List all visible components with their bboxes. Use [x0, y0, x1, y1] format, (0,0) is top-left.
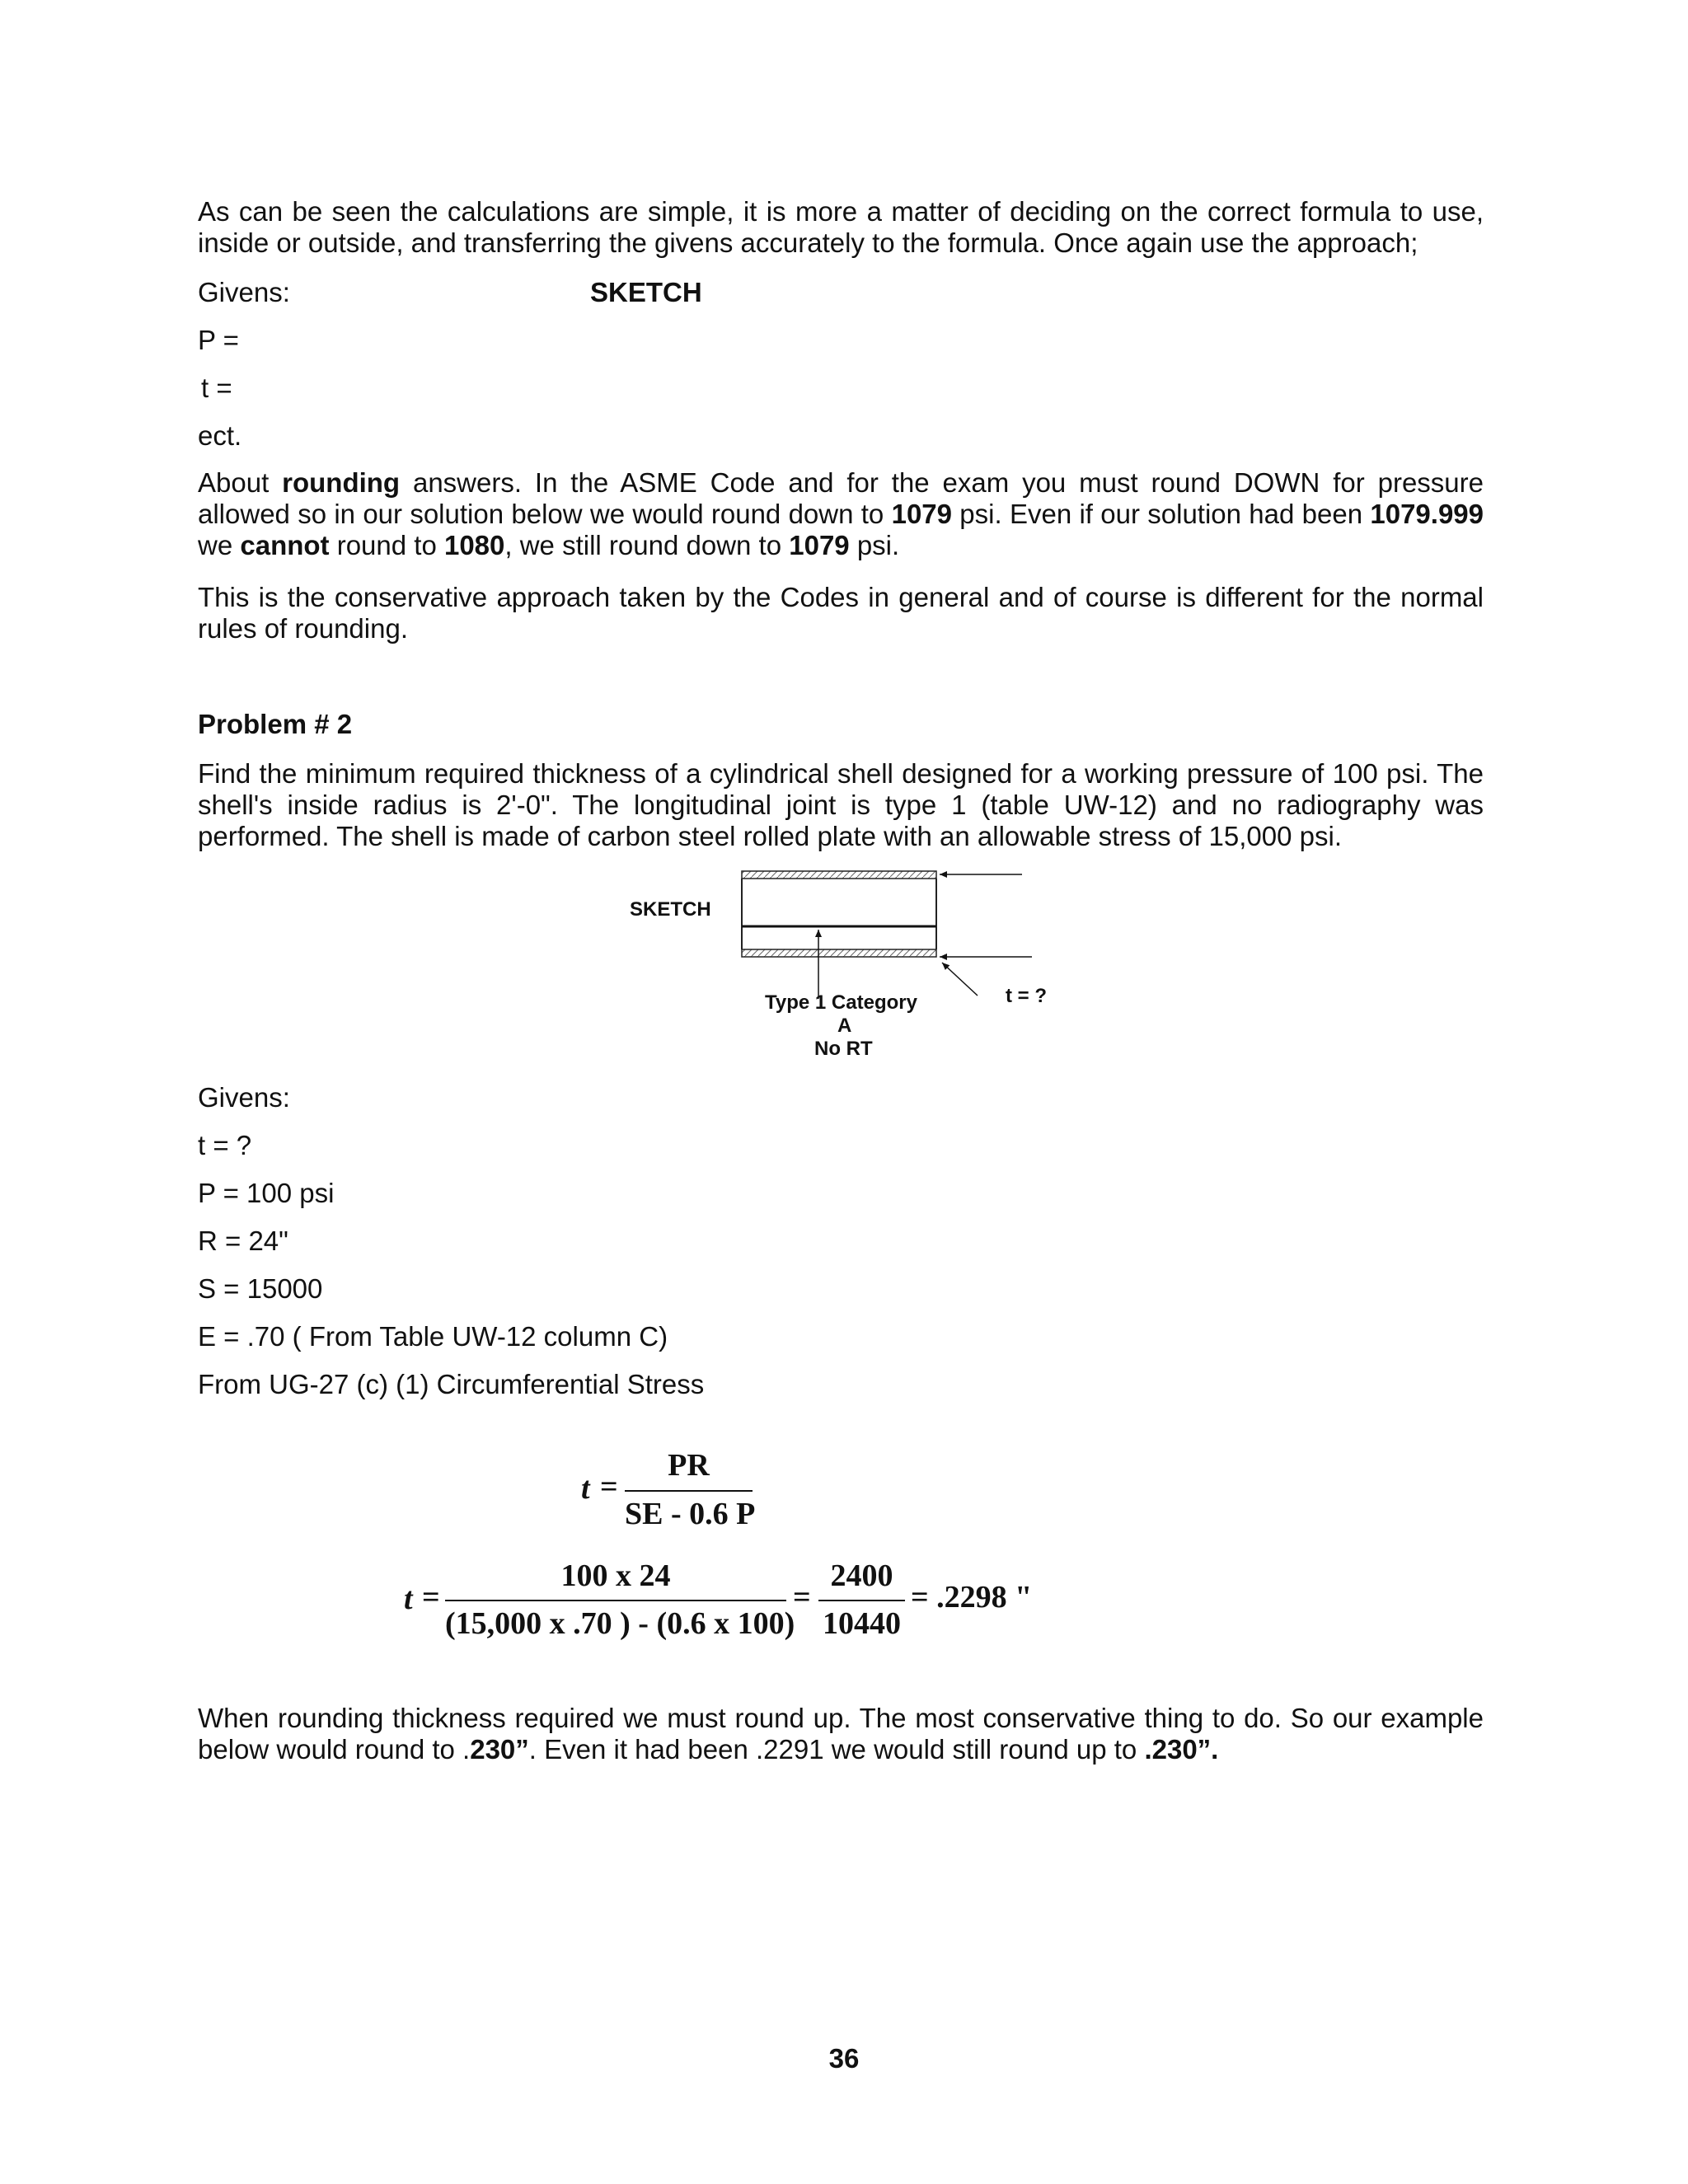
given-e: E = .70 ( From Table UW-12 column C): [198, 1321, 668, 1352]
approach-givens-label: Givens:: [198, 277, 290, 307]
rounding-paragraph: About rounding answers. In the ASME Code and for the exam you must round DOWN for pressure allowed so in our solution below we would round down to 1079 psi. Even if our solution had been 1079.999 we cannot round to 1080, we still round down to 1079 psi.: [198, 467, 1484, 560]
shell-top-wall: [742, 871, 936, 879]
approach-line-ect: ect.: [198, 420, 242, 451]
approach-line-t: t =: [201, 373, 232, 403]
calc-fraction-bar-2: [818, 1600, 905, 1601]
thickness-arrow: [942, 963, 978, 996]
approach-sketch-label: SKETCH: [590, 277, 702, 307]
givens-label: Givens:: [198, 1082, 290, 1113]
approach-line-p: P =: [198, 325, 239, 355]
problem-statement: Find the minimum required thickness of a cylindrical shell designed for a working pressure of 100 psi. The shell's inside radius is 2'-0". The longitudinal joint is type 1 (table UW-12) and no radiography was performed. The shell is made of carbon steel rolled plate with an allowable stress of 15,000 psi.: [198, 758, 1484, 851]
document-page: As can be seen the calculations are simple, it is more a matter of deciding on the correct formula to use, inside or outside, and transferring the givens accurately to the formula. Once again use the approach; Givens: SKETCH P = t = ect. About rounding answers. In the ASME Code and for the exam you must round DOWN for pressure allowed so in our solution below we would round down to 1079 psi. Even if our solution had been 1079.999 we cannot round to 1080, we still round down to 1079 psi. This is the conservative approach taken by the Codes in general and of course is different for the normal rules of rounding. Problem # 2 Find the minimum required thickness of a cylindrical shell designed for a working pressure of 100 psi. The shell's inside radius is 2'-0". The longitudinal joint is type 1 (table UW-12) and no radiography was performed. The shell is made of carbon steel rolled plate with an allowable stress of 15,000 psi. SKETCH Type 1 Category A No RT t = ? Givens: t = ? P = 100 psi R = 24" S = 15000 E = .70 ( From Table UW-12 column C) From UG-27 (c) (1) Circumferential Stress t = PR SE - 0.6 P t = 100 x 24 (15,000 x .70 ) - (0.6 x 100) = 2400 10440 = .2298 " When rounding thickness required we must round up. The most conservative thing to do. So our example below would round to .230”. Even it had been .2291 we would still round up to .230”. 36: [0, 0, 1688, 2184]
formula-fraction-bar: [625, 1490, 753, 1492]
given-source: From UG-27 (c) (1) Circumferential Stress: [198, 1369, 705, 1399]
sketch-label: SKETCH: [630, 898, 711, 921]
given-t: t = ?: [198, 1130, 252, 1160]
intro-paragraph: As can be seen the calculations are simple, it is more a matter of deciding on the correct formula to use, inside or outside, and transferring the givens accurately to the formula. Once again use the approach;: [198, 196, 1484, 258]
shell-bottom-wall: [742, 949, 936, 957]
problem-title: Problem # 2: [198, 709, 353, 739]
given-p: P = 100 psi: [198, 1178, 335, 1208]
page-number: 36: [828, 2043, 860, 2074]
closing-paragraph: When rounding thickness required we must round up. The most conservative thing to do. So our example below would round to .230”. Even it had been .2291 we would still round up to .230”.: [198, 1703, 1484, 1765]
given-r: R = 24": [198, 1226, 288, 1256]
joint-label-line1: Type 1 Category: [765, 991, 917, 1014]
conservative-paragraph: This is the conservative approach taken by the Codes in general and of course is different for the normal rules of rounding.: [198, 582, 1484, 644]
thickness-label: t = ?: [1006, 985, 1048, 1007]
calc-fraction-bar-1: [445, 1600, 786, 1601]
given-s: S = 15000: [198, 1273, 323, 1304]
joint-label-line3: No RT: [814, 1038, 873, 1060]
joint-label-line2: A: [837, 1015, 852, 1037]
